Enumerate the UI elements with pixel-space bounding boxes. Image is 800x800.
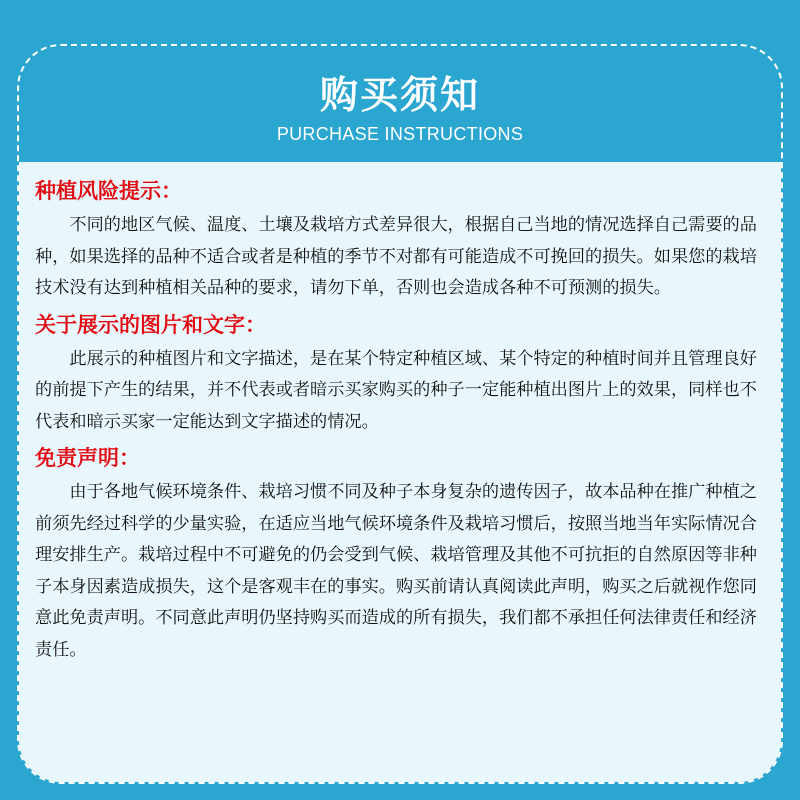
section-images-and-text [35,308,765,439]
section-body: 此展示的种植图片和文字描述，是在某个特定种植区域、某个特定的种植时间并且管理良好的前提下产生的结果，并不代表或者暗示买家购买的种子一定能种植出图片上的效果，同样也不代表和暗示买家一定能达到文字描述的情况。 [35,348,757,432]
content-panel [19,162,781,782]
section-heading: 免责声明： [35,446,140,470]
section-body: 不同的地区气候、温度、土壤及栽培方式差异很大，根据自己当地的情况选择自己需要的品种，如果选择的品种不适合或者是种植的季节不对都有可能造成不可挽回的损失。如果您的栽培技术没有达到种植相关品种的要求，请勿下单，否则也会造成各种不可预测的损失。 [35,215,757,298]
section-heading: 关于展示的图片和文字： [35,312,266,337]
section-planting-risk [35,174,765,305]
section-body: 由于各地气候环境条件、栽培习惯不同及种子本身复杂的遗传因子，故本品种在推广种植之前须先经过科学的少量实验，在适应当地气候环境条件及栽培习惯后，按照当地当年实际情况合理安排生产。栽培过程中不可避免的仍会受到气候、栽培管理及其他不可抗拒的自然原因等非种子本身因素造成损失，这个是客观丰在的事实。购买前请认真阅读此声明，购买之后就视作您同意此免责声明。不同意此声明仍坚持购买而造成的所有损失，我们都不承担任何法律责任和经济责任。 [35,482,757,660]
page-subtitle: PURCHASE INSTRUCTIONS [276,124,524,144]
header [0,70,800,162]
section-heading: 种植风险提示： [35,179,182,203]
section-disclaimer [35,441,765,666]
page-title: 购买须知 [319,73,480,117]
